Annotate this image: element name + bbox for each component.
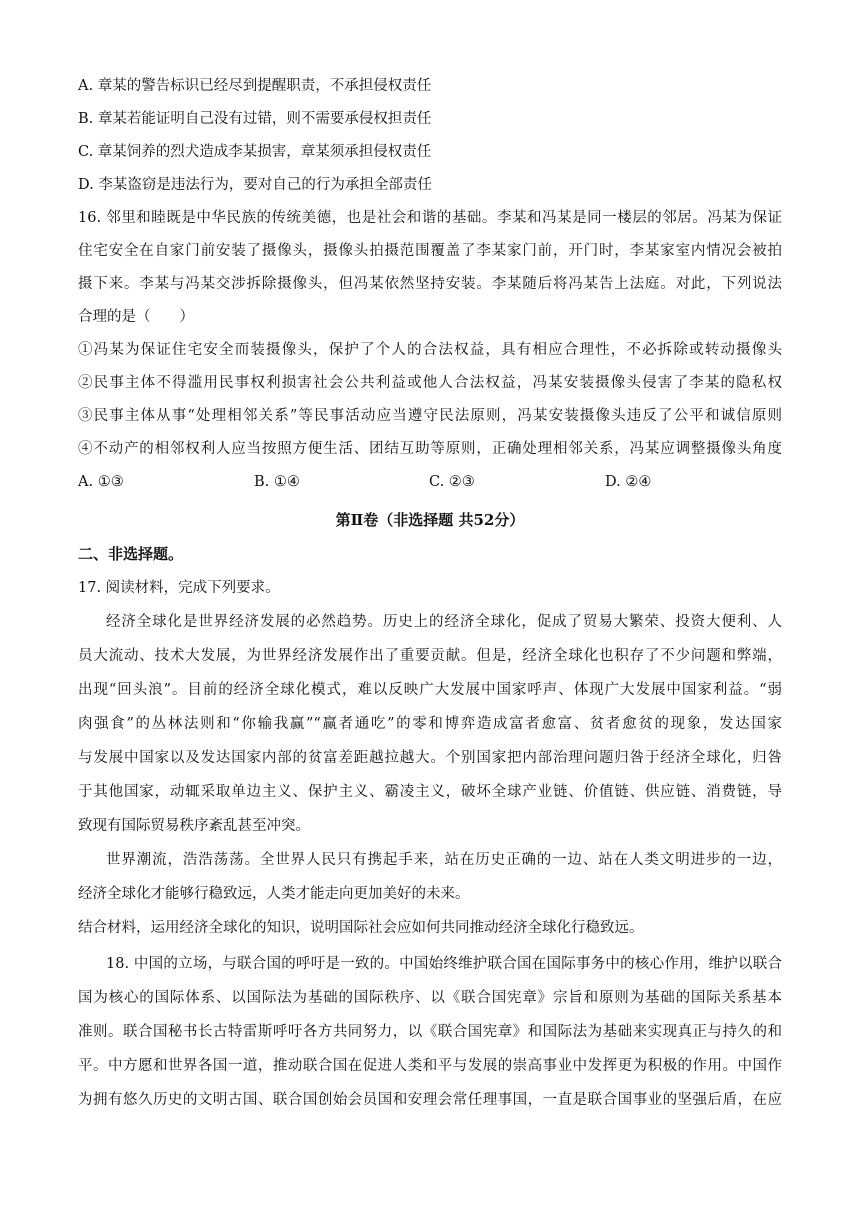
q16-statement-3: ③民事主体从事“处理相邻关系”等民事活动应当遵守民法原则，冯某安装摄像头违反了公平和诚信原则: [78, 408, 782, 424]
q15-option-d: D. 李某盗窃是违法行为，要对自己的行为承担全部责任: [78, 177, 432, 193]
q17-material-line: 经济全球化是世界经济发展的必然趋势。历史上的经济全球化，促成了贸易大繁荣、投资大便利、人: [106, 614, 782, 630]
q16-stem-line: 摄下来。李某与冯某交涉拆除摄像头，但冯某依然坚持安装。李某随后将冯某告上法庭。对此，下列说法: [78, 276, 782, 292]
q18-line: 为拥有悠久历史的文明古国、联合国创始会员国和安理会常任理事国，一直是联合国事业的坚强后盾，在应: [78, 1092, 782, 1108]
q17-material-line: 员大流动、技术大发展，为世界经济发展作出了重要贡献。但是，经济全球化也积存了不少问题和弊端，: [78, 648, 782, 664]
q16-choice-b: B. ①④: [254, 474, 300, 490]
q16-statement-2: ②民事主体不得滥用民事权利损害社会公共利益或他人合法权益，冯某安装摄像头侵害了李某的隐私权: [78, 375, 782, 391]
q17-material-line: 经济全球化才能够行稳致远，人类才能走向更加美好的未来。: [78, 886, 470, 902]
part-title: 二、非选择题。: [78, 545, 184, 563]
q16-stem-line: 住宅安全在自家门前安装了摄像头，摄像头拍摄范围覆盖了李某家门前，开门时，李某家室内情况会被拍: [78, 243, 782, 259]
q18-line: 平。中方愿和世界各国一道，推动联合国在促进人类和平与发展的崇高事业中发挥更为积极的作用。中国作: [78, 1058, 782, 1074]
q16-choice-c: C. ②③: [429, 474, 475, 490]
q18-line: 国为核心的国际体系、以国际法为基础的国际秩序、以《联合国宪章》宗旨和原则为基础的国际关系基本: [78, 990, 782, 1006]
section-title: 第Ⅱ卷（非选择题 共52分）: [335, 511, 525, 529]
q15-option-c: C. 章某饲养的烈犬造成李某损害，章某须承担侵权责任: [78, 144, 432, 160]
q16-choice-a: A. ①③: [78, 474, 124, 490]
q17-material-line: 与发展中国家以及发达国家内部的贫富差距越拉越大。个别国家把内部治理问题归咎于经济全球化，归咎: [78, 750, 782, 766]
q15-option-b: B. 章某若能证明自己没有过错，则不需要承侵权担责任: [78, 111, 432, 127]
q16-stem-line: 16. 邻里和睦既是中华民族的传统美德，也是社会和谐的基础。李某和冯某是同一楼层的邻居。冯某为保证: [78, 210, 782, 226]
q17-intro: 17. 阅读材料，完成下列要求。: [78, 580, 280, 596]
q17-material-line: 致现有国际贸易秩序紊乱甚至冲突。: [78, 818, 310, 834]
q16-statement-4: ④不动产的相邻权利人应当按照方便生活、团结互助等原则，正确处理相邻关系，冯某应调整摄像头角度: [78, 441, 782, 457]
q17-material-line: 出现“回头浪”。目前的经济全球化模式，难以反映广大发展中国家呼声、体现广大发展中国家利益。“弱: [78, 682, 782, 698]
q16-stem-line: 合理的是（ ）: [78, 309, 194, 325]
q15-option-a: A. 章某的警告标识已经尽到提醒职责，不承担侵权责任: [78, 78, 432, 94]
q18-line: 18. 中国的立场，与联合国的呼吁是一致的。中国始终维护联合国在国际事务中的核心作用，维护以联合: [106, 956, 782, 972]
q17-question: 结合材料，运用经济全球化的知识，说明国际社会应如何共同推动经济全球化行稳致远。: [78, 920, 644, 936]
q17-material-line: 肉强食”的丛林法则和“你输我赢”“赢者通吃”的零和博弈造成富者愈富、贫者愈贫的现象，发达国家: [78, 716, 782, 732]
q17-material-line: 于其他国家，动辄采取单边主义、保护主义、霸凌主义，破坏全球产业链、价值链、供应链、消费链，导: [78, 784, 782, 800]
q16-choice-d: D. ②④: [605, 474, 652, 490]
q16-statement-1: ①冯某为保证住宅安全而装摄像头，保护了个人的合法权益，具有相应合理性，不必拆除或转动摄像头: [78, 342, 782, 358]
q17-material-line: 世界潮流，浩浩荡荡。全世界人民只有携起手来，站在历史正确的一边、站在人类文明进步的一边，: [106, 852, 782, 868]
q18-line: 准则。联合国秘书长古特雷斯呼吁各方共同努力，以《联合国宪章》和国际法为基础来实现真正与持久的和: [78, 1024, 782, 1040]
